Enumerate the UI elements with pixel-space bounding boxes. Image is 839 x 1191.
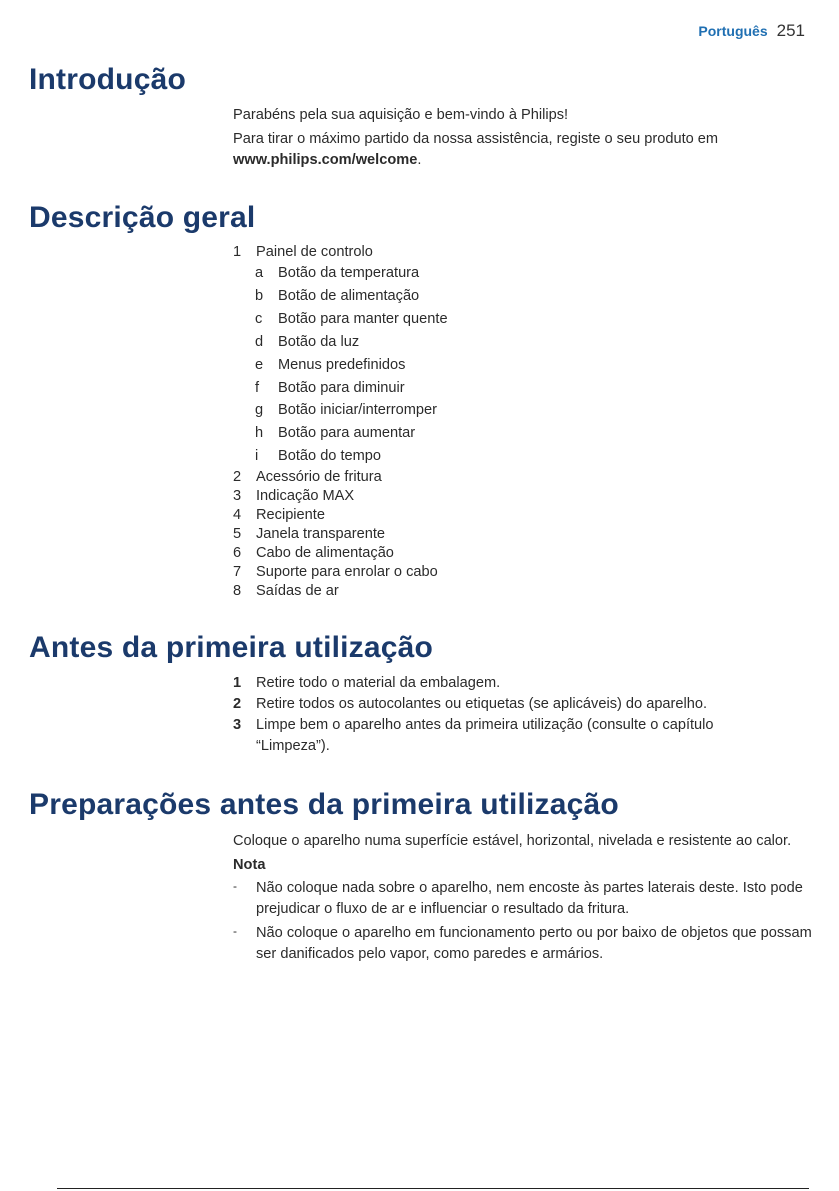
philips-url-link[interactable]: www.philips.com/welcome xyxy=(233,152,418,168)
list-label: Botão da luz xyxy=(278,333,360,350)
list-item xyxy=(233,525,813,544)
list-label: Indicação MAX xyxy=(256,488,355,505)
list-item xyxy=(233,582,813,601)
page-header xyxy=(698,21,805,41)
preparations-paragraph: Coloque o aparelho numa superfície estável, horizontal, nivelada e resistente ao calor. xyxy=(233,833,792,849)
step-item xyxy=(233,715,813,757)
list-letter: d xyxy=(255,333,264,350)
note-label: Nota xyxy=(233,857,266,873)
before-first-use-steps xyxy=(233,673,813,757)
list-number: 6 xyxy=(233,545,242,562)
list-item xyxy=(233,544,813,563)
list-number: 2 xyxy=(233,469,242,486)
list-label: Menus predefinidos xyxy=(278,356,406,373)
step-item xyxy=(233,694,813,715)
list-item xyxy=(255,308,813,331)
dash-bullet: - xyxy=(233,879,237,893)
list-item xyxy=(255,285,813,308)
list-number: 5 xyxy=(233,526,242,543)
footer-divider xyxy=(57,1188,809,1189)
list-item xyxy=(255,377,813,400)
list-label: Acessório de fritura xyxy=(256,469,382,486)
list-item xyxy=(255,445,813,468)
note-list xyxy=(233,878,813,965)
control-panel-sublist xyxy=(233,262,813,468)
intro-url-suffix: . xyxy=(417,152,422,168)
list-number: 8 xyxy=(233,583,242,600)
page-number: 251 xyxy=(776,21,805,40)
list-label: Botão para manter quente xyxy=(278,310,448,327)
note-text: Não coloque o aparelho em funcionamento perto ou por baixo de objetos que possam ser danificados pelo vapor, como paredes e armários. xyxy=(256,925,812,962)
note-item xyxy=(233,878,813,920)
intro-line1: Parabéns pela sua aquisição e bem-vindo à Philips! xyxy=(233,107,569,123)
list-letter: g xyxy=(255,402,264,419)
dash-bullet: - xyxy=(233,924,237,938)
section-title-before-first-use: Antes da primeira utilização xyxy=(29,631,434,664)
list-item xyxy=(255,422,813,445)
list-label: Botão do tempo xyxy=(278,448,382,465)
step-text: Retire todos os autocolantes ou etiquetas (se aplicáveis) do aparelho. xyxy=(256,696,708,712)
list-number: 3 xyxy=(233,488,242,505)
list-letter: e xyxy=(255,356,264,373)
list-item xyxy=(233,487,813,506)
list-item xyxy=(233,243,813,262)
step-number: 3 xyxy=(233,717,242,733)
section-title-overview: Descrição geral xyxy=(29,201,256,234)
list-number: 7 xyxy=(233,564,242,581)
list-letter: f xyxy=(255,379,260,396)
list-label: Saídas de ar xyxy=(256,583,339,600)
list-item xyxy=(255,354,813,377)
list-letter: c xyxy=(255,310,263,327)
header-language: Português xyxy=(698,23,768,39)
intro-body xyxy=(233,105,813,174)
list-label: Recipiente xyxy=(256,507,325,524)
intro-line2 xyxy=(233,129,813,171)
list-letter: i xyxy=(255,448,259,465)
note-text: Não coloque nada sobre o aparelho, nem encoste às partes laterais deste. Isto pode prejudicar o fluxo de ar e influenciar o resultado da fritura. xyxy=(256,880,803,917)
list-label: Botão para aumentar xyxy=(278,425,416,442)
list-item xyxy=(255,262,813,285)
list-number: 1 xyxy=(233,244,242,260)
section-title-intro: Introdução xyxy=(29,63,186,96)
overview-list xyxy=(233,243,813,601)
intro-line2-text: Para tirar o máximo partido da nossa assistência, registe o seu produto em xyxy=(233,131,719,147)
step-number: 1 xyxy=(233,675,242,691)
list-item xyxy=(255,399,813,422)
step-text: Retire todo o material da embalagem. xyxy=(256,675,501,691)
section-title-preparations: Preparações antes da primeira utilização xyxy=(29,788,619,821)
step-number: 2 xyxy=(233,696,242,712)
list-label: Botão iniciar/interromper xyxy=(278,402,437,419)
list-letter: h xyxy=(255,425,264,442)
list-number: 4 xyxy=(233,507,242,524)
list-label: Cabo de alimentação xyxy=(256,545,394,562)
preparations-body xyxy=(233,831,813,968)
list-label: Botão para diminuir xyxy=(278,379,405,396)
step-text: Limpe bem o aparelho antes da primeira utilização (consulte o capítulo “Limpeza”). xyxy=(256,717,714,754)
list-letter: a xyxy=(255,265,264,281)
step-item xyxy=(233,673,813,694)
list-item xyxy=(233,506,813,525)
note-item xyxy=(233,923,813,965)
list-item xyxy=(255,331,813,354)
list-label: Suporte para enrolar o cabo xyxy=(256,564,438,581)
list-letter: b xyxy=(255,287,264,304)
list-label: Painel de controlo xyxy=(256,244,373,260)
list-label: Botão de alimentação xyxy=(278,287,420,304)
list-label: Janela transparente xyxy=(256,526,385,543)
list-item xyxy=(233,468,813,487)
list-label: Botão da temperatura xyxy=(278,265,420,281)
list-item xyxy=(233,563,813,582)
